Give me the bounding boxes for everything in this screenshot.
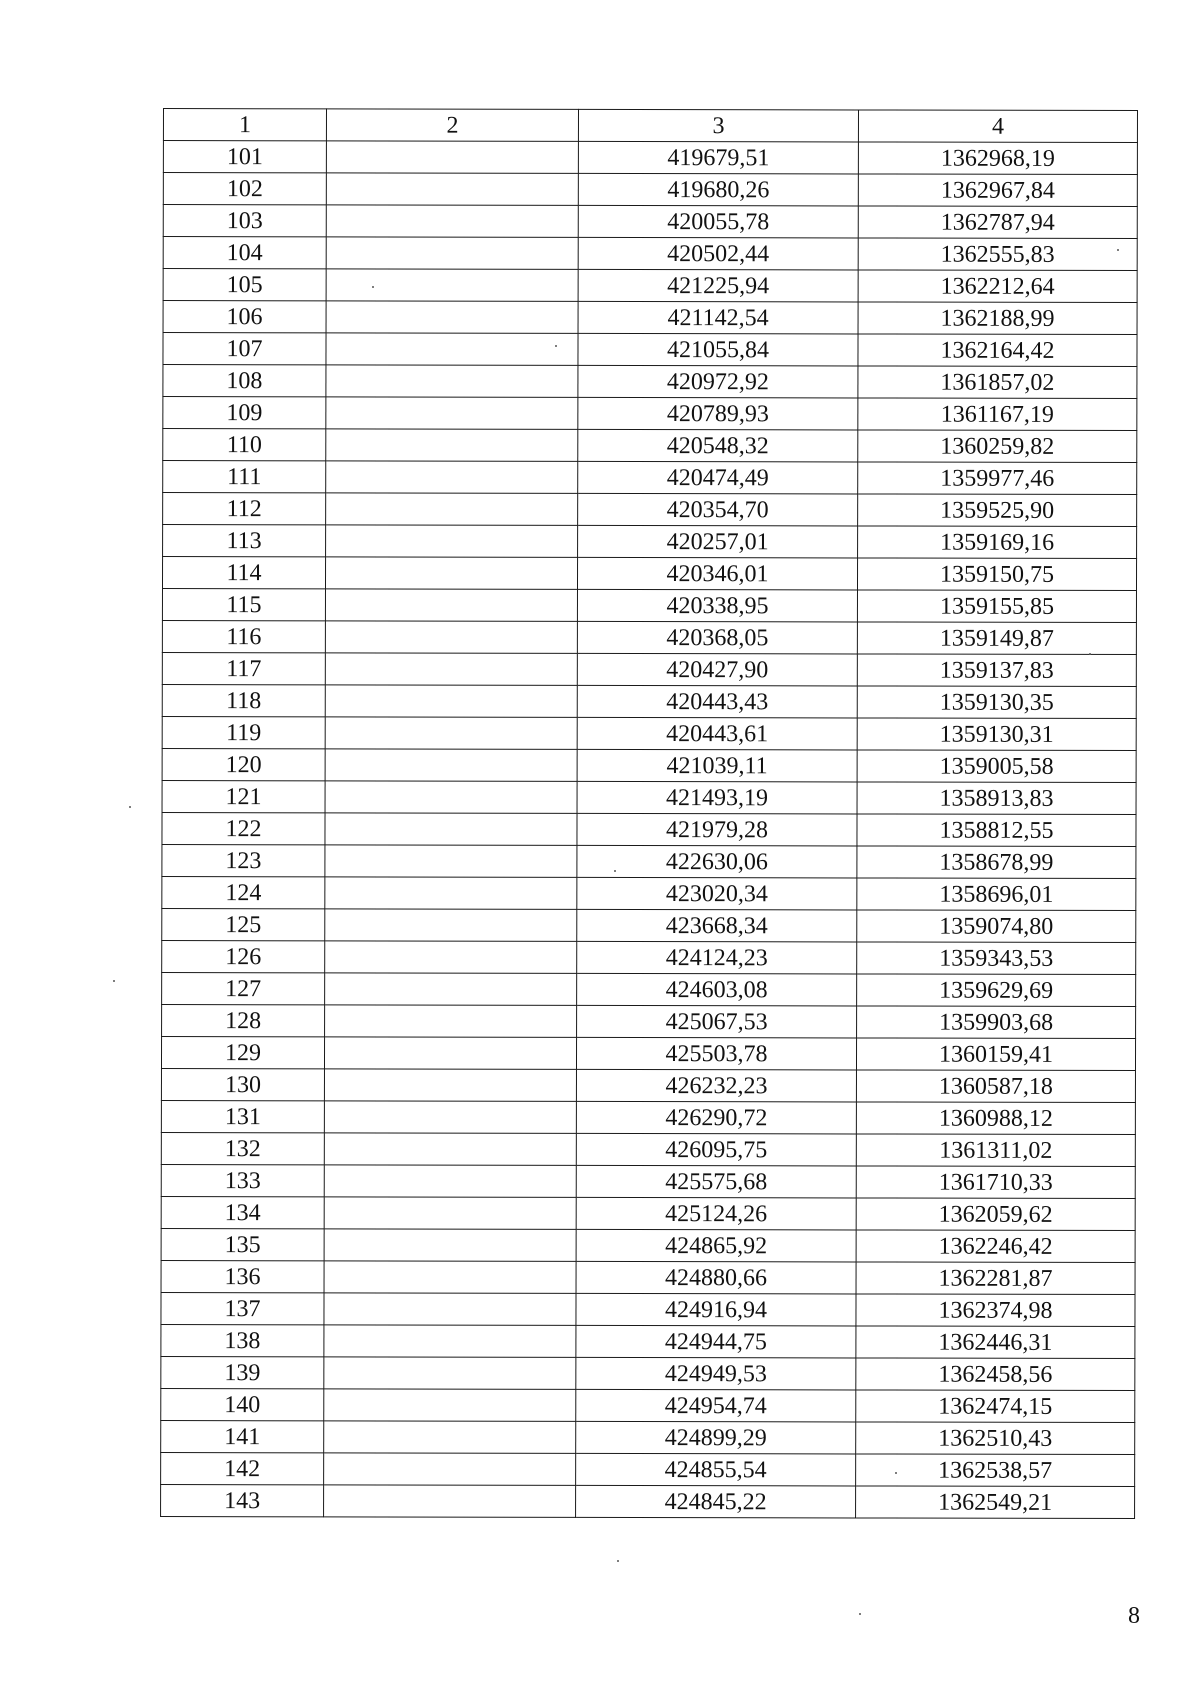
point-number-cell: 128 — [162, 1004, 325, 1036]
y-coordinate-cell: 1359629,69 — [857, 974, 1136, 1007]
table-row — [162, 620, 1136, 654]
y-coordinate-cell: 1361710,33 — [856, 1166, 1135, 1199]
scan-speck — [372, 286, 374, 288]
point-number-cell: 116 — [162, 620, 325, 652]
point-number-cell: 114 — [162, 557, 325, 589]
table-row — [162, 780, 1136, 814]
point-number-cell: 131 — [161, 1100, 324, 1132]
table-row — [163, 237, 1137, 271]
table-row — [162, 748, 1136, 782]
point-number-cell: 107 — [163, 333, 326, 365]
x-coordinate-cell: 420443,43 — [577, 685, 857, 718]
name-cell — [325, 781, 577, 814]
point-number-cell: 117 — [162, 652, 325, 684]
page-number: 8 — [1128, 1603, 1140, 1629]
name-cell — [325, 1005, 577, 1038]
x-coordinate-cell: 420354,70 — [578, 493, 858, 526]
y-coordinate-cell: 1359074,80 — [857, 910, 1136, 943]
y-coordinate-cell: 1362787,94 — [858, 206, 1137, 239]
table-row — [161, 1164, 1135, 1198]
x-coordinate-cell: 420443,61 — [577, 717, 857, 750]
point-number-cell: 104 — [163, 237, 326, 269]
name-cell — [324, 1165, 576, 1198]
name-cell — [325, 909, 577, 942]
name-cell — [326, 173, 578, 206]
name-cell — [326, 205, 578, 238]
x-coordinate-cell: 424954,74 — [576, 1389, 856, 1422]
table-row — [163, 269, 1137, 303]
table-row — [161, 1100, 1135, 1134]
point-number-cell: 124 — [162, 876, 325, 908]
x-coordinate-cell: 420972,92 — [578, 365, 858, 398]
y-coordinate-cell: 1362474,15 — [856, 1390, 1135, 1423]
x-coordinate-cell: 421039,11 — [577, 749, 857, 782]
name-cell — [324, 1229, 576, 1262]
y-coordinate-cell: 1359169,16 — [858, 526, 1137, 559]
x-coordinate-cell: 424855,54 — [576, 1453, 856, 1486]
point-number-cell: 105 — [163, 269, 326, 301]
name-cell — [326, 237, 578, 270]
table-row — [161, 1324, 1135, 1358]
name-cell — [325, 941, 577, 974]
point-number-cell: 125 — [162, 908, 325, 940]
table-row — [162, 972, 1136, 1006]
scan-speck — [1117, 249, 1119, 251]
table-row — [162, 557, 1136, 591]
table-row — [162, 908, 1136, 942]
point-number-cell: 122 — [162, 812, 325, 844]
x-coordinate-cell: 423020,34 — [577, 877, 857, 910]
y-coordinate-cell: 1359977,46 — [858, 462, 1137, 495]
y-coordinate-cell: 1359903,68 — [857, 1006, 1136, 1039]
table-row — [162, 652, 1136, 686]
x-coordinate-cell: 424944,75 — [576, 1325, 856, 1358]
point-number-cell: 120 — [162, 748, 325, 780]
name-cell — [324, 1133, 576, 1166]
point-number-cell: 139 — [161, 1356, 324, 1388]
table-row — [163, 141, 1137, 175]
table-body — [161, 109, 1138, 1519]
coordinates-table — [160, 108, 1138, 1519]
x-coordinate-cell: 422630,06 — [577, 845, 857, 878]
x-coordinate-cell: 425124,26 — [576, 1197, 856, 1230]
y-coordinate-cell: 1359343,53 — [857, 942, 1136, 975]
name-cell — [326, 365, 578, 398]
y-coordinate-cell: 1362458,56 — [856, 1358, 1135, 1391]
name-cell — [326, 301, 578, 334]
y-coordinate-cell: 1361857,02 — [858, 366, 1137, 399]
scan-speck — [895, 1472, 897, 1474]
point-number-cell: 141 — [161, 1420, 324, 1452]
y-coordinate-cell: 1359149,87 — [857, 622, 1136, 655]
table-row — [161, 1292, 1135, 1326]
y-coordinate-cell: 1362510,43 — [856, 1422, 1135, 1455]
x-coordinate-cell: 425575,68 — [576, 1165, 856, 1198]
y-coordinate-cell: 1358812,55 — [857, 814, 1136, 847]
point-number-cell: 127 — [162, 972, 325, 1004]
x-coordinate-cell: 424845,22 — [576, 1485, 856, 1518]
x-coordinate-cell: 424949,53 — [576, 1357, 856, 1390]
name-cell — [324, 1101, 576, 1134]
name-cell — [326, 397, 578, 430]
table-row — [161, 1260, 1135, 1294]
y-coordinate-cell: 1360988,12 — [856, 1102, 1135, 1135]
name-cell — [325, 653, 577, 686]
y-coordinate-cell: 1359130,31 — [857, 718, 1136, 751]
point-number-cell: 110 — [163, 429, 326, 461]
x-coordinate-cell: 420346,01 — [577, 557, 857, 590]
scan-speck — [859, 1613, 861, 1615]
header-cell: 3 — [578, 109, 858, 142]
x-coordinate-cell: 420474,49 — [578, 461, 858, 494]
x-coordinate-cell: 420789,93 — [578, 397, 858, 430]
name-cell — [324, 1325, 576, 1358]
table-row — [163, 397, 1137, 431]
point-number-cell: 136 — [161, 1260, 324, 1292]
point-number-cell: 142 — [161, 1452, 324, 1484]
point-number-cell: 118 — [162, 684, 325, 716]
name-cell — [326, 525, 578, 558]
table-row — [161, 1420, 1135, 1454]
table-row — [162, 876, 1136, 910]
y-coordinate-cell: 1362164,42 — [858, 334, 1137, 367]
x-coordinate-cell: 421979,28 — [577, 813, 857, 846]
table-row — [161, 1388, 1135, 1422]
name-cell — [326, 493, 578, 526]
name-cell — [325, 621, 577, 654]
y-coordinate-cell: 1359130,35 — [857, 686, 1136, 719]
name-cell — [325, 813, 577, 846]
name-cell — [325, 557, 577, 590]
table-row — [163, 365, 1137, 399]
point-number-cell: 138 — [161, 1324, 324, 1356]
table-row — [162, 940, 1136, 974]
point-number-cell: 133 — [161, 1164, 324, 1196]
point-number-cell: 119 — [162, 716, 325, 748]
table-row — [162, 716, 1136, 750]
x-coordinate-cell: 424865,92 — [576, 1229, 856, 1262]
x-coordinate-cell: 425067,53 — [577, 1005, 857, 1038]
x-coordinate-cell: 423668,34 — [577, 909, 857, 942]
table-row — [161, 1036, 1135, 1070]
x-coordinate-cell: 420427,90 — [577, 653, 857, 686]
name-cell — [325, 845, 577, 878]
header-cell: 4 — [858, 110, 1137, 143]
table-row — [162, 589, 1136, 623]
table-row — [162, 844, 1136, 878]
name-cell — [324, 1197, 576, 1230]
table-row — [163, 525, 1137, 559]
table-row — [161, 1196, 1135, 1230]
y-coordinate-cell: 1361311,02 — [856, 1134, 1135, 1167]
y-coordinate-cell: 1362281,87 — [856, 1262, 1135, 1295]
table-row — [161, 1068, 1135, 1102]
point-number-cell: 130 — [161, 1068, 324, 1100]
y-coordinate-cell: 1359137,83 — [857, 654, 1136, 687]
point-number-cell: 109 — [163, 397, 326, 429]
name-cell — [324, 1069, 576, 1102]
point-number-cell: 121 — [162, 780, 325, 812]
point-number-cell: 108 — [163, 365, 326, 397]
point-number-cell: 102 — [163, 173, 326, 205]
name-cell — [325, 877, 577, 910]
table-row — [162, 684, 1136, 718]
y-coordinate-cell: 1362549,21 — [856, 1486, 1135, 1519]
y-coordinate-cell: 1359005,58 — [857, 750, 1136, 783]
y-coordinate-cell: 1362967,84 — [858, 174, 1137, 207]
y-coordinate-cell: 1360159,41 — [856, 1038, 1135, 1071]
y-coordinate-cell: 1361167,19 — [858, 398, 1137, 431]
x-coordinate-cell: 421493,19 — [577, 781, 857, 814]
name-cell — [324, 1357, 576, 1390]
y-coordinate-cell: 1362188,99 — [858, 302, 1137, 335]
point-number-cell: 126 — [162, 940, 325, 972]
name-cell — [326, 461, 578, 494]
scan-speck — [555, 345, 557, 347]
y-coordinate-cell: 1359155,85 — [857, 590, 1136, 623]
point-number-cell: 111 — [163, 461, 326, 493]
table-row — [163, 429, 1137, 463]
x-coordinate-cell: 420368,05 — [577, 621, 857, 654]
y-coordinate-cell: 1358678,99 — [857, 846, 1136, 879]
x-coordinate-cell: 424899,29 — [576, 1421, 856, 1454]
name-cell — [325, 717, 577, 750]
table-row — [163, 333, 1137, 367]
x-coordinate-cell: 421225,94 — [578, 269, 858, 302]
name-cell — [324, 1421, 576, 1454]
y-coordinate-cell: 1359150,75 — [857, 558, 1136, 591]
name-cell — [324, 1453, 576, 1486]
name-cell — [324, 1485, 576, 1518]
point-number-cell: 132 — [161, 1132, 324, 1164]
table-row — [162, 1004, 1136, 1038]
y-coordinate-cell: 1362555,83 — [858, 238, 1137, 271]
table-row — [163, 493, 1137, 527]
name-cell — [324, 1389, 576, 1422]
x-coordinate-cell: 426290,72 — [576, 1101, 856, 1134]
table-row — [163, 205, 1137, 239]
point-number-cell: 134 — [161, 1196, 324, 1228]
point-number-cell: 129 — [161, 1036, 324, 1068]
x-coordinate-cell: 421055,84 — [578, 333, 858, 366]
x-coordinate-cell: 420502,44 — [578, 237, 858, 270]
name-cell — [324, 1261, 576, 1294]
header-cell: 1 — [163, 109, 326, 141]
table-row — [161, 1484, 1135, 1518]
x-coordinate-cell: 419680,26 — [578, 173, 858, 206]
table-row — [161, 1452, 1135, 1486]
y-coordinate-cell: 1362374,98 — [856, 1294, 1135, 1327]
point-number-cell: 123 — [162, 844, 325, 876]
y-coordinate-cell: 1362212,64 — [858, 270, 1137, 303]
name-cell — [326, 141, 578, 174]
y-coordinate-cell: 1362538,57 — [856, 1454, 1135, 1487]
y-coordinate-cell: 1360587,18 — [856, 1070, 1135, 1103]
x-coordinate-cell: 424916,94 — [576, 1293, 856, 1326]
name-cell — [324, 1037, 576, 1070]
scan-speck — [617, 1560, 619, 1562]
x-coordinate-cell: 420548,32 — [578, 429, 858, 462]
x-coordinate-cell: 419679,51 — [578, 141, 858, 174]
table-header-row — [163, 109, 1137, 143]
scan-speck — [113, 980, 115, 982]
table-row — [161, 1228, 1135, 1262]
point-number-cell: 143 — [161, 1484, 324, 1516]
x-coordinate-cell: 420338,95 — [577, 589, 857, 622]
y-coordinate-cell: 1362968,19 — [858, 142, 1137, 175]
y-coordinate-cell: 1362059,62 — [856, 1198, 1135, 1231]
y-coordinate-cell: 1359525,90 — [858, 494, 1137, 527]
y-coordinate-cell: 1358913,83 — [857, 782, 1136, 815]
x-coordinate-cell: 420257,01 — [578, 525, 858, 558]
name-cell — [325, 973, 577, 1006]
table-row — [163, 173, 1137, 207]
point-number-cell: 140 — [161, 1388, 324, 1420]
point-number-cell: 113 — [163, 525, 326, 557]
table-row — [163, 301, 1137, 335]
point-number-cell: 135 — [161, 1228, 324, 1260]
point-number-cell: 106 — [163, 301, 326, 333]
point-number-cell: 112 — [163, 493, 326, 525]
name-cell — [326, 269, 578, 302]
header-cell: 2 — [326, 109, 578, 142]
point-number-cell: 103 — [163, 205, 326, 237]
name-cell — [326, 429, 578, 462]
x-coordinate-cell: 420055,78 — [578, 205, 858, 238]
point-number-cell: 115 — [162, 589, 325, 621]
x-coordinate-cell: 425503,78 — [576, 1037, 856, 1070]
table-row — [163, 461, 1137, 495]
table-row — [162, 812, 1136, 846]
x-coordinate-cell: 426232,23 — [576, 1069, 856, 1102]
name-cell — [325, 685, 577, 718]
table-row — [161, 1356, 1135, 1390]
name-cell — [326, 333, 578, 366]
scan-speck — [129, 806, 131, 808]
y-coordinate-cell: 1360259,82 — [858, 430, 1137, 463]
table-row — [161, 1132, 1135, 1166]
scan-speck — [614, 870, 616, 872]
y-coordinate-cell: 1358696,01 — [857, 878, 1136, 911]
point-number-cell: 101 — [163, 141, 326, 173]
name-cell — [324, 1293, 576, 1326]
x-coordinate-cell: 424880,66 — [576, 1261, 856, 1294]
point-number-cell: 137 — [161, 1292, 324, 1324]
x-coordinate-cell: 426095,75 — [576, 1133, 856, 1166]
name-cell — [325, 749, 577, 782]
scan-speck — [1089, 653, 1091, 655]
y-coordinate-cell: 1362246,42 — [856, 1230, 1135, 1263]
y-coordinate-cell: 1362446,31 — [856, 1326, 1135, 1359]
x-coordinate-cell: 421142,54 — [578, 301, 858, 334]
name-cell — [325, 589, 577, 622]
x-coordinate-cell: 424603,08 — [577, 973, 857, 1006]
x-coordinate-cell: 424124,23 — [577, 941, 857, 974]
